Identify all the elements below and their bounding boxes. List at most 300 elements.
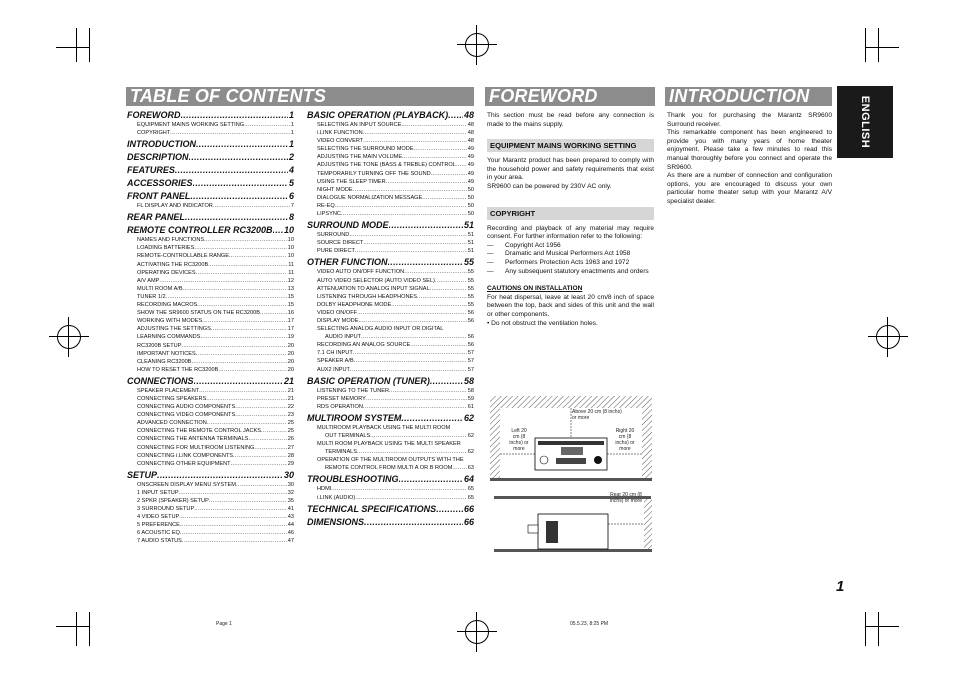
- toc-page-number: 19: [287, 334, 294, 341]
- toc-entry[interactable]: [127, 293, 294, 301]
- toc-entry[interactable]: [127, 350, 294, 358]
- toc-entry[interactable]: [307, 440, 474, 448]
- crop-mark: [89, 612, 90, 646]
- toc-entry-label: DIMENSIONS: [307, 516, 365, 527]
- toc-leader-dots: [350, 366, 467, 374]
- toc-entry[interactable]: [127, 333, 294, 341]
- toc-entry[interactable]: [307, 424, 474, 432]
- toc-entry-label: REMOTE-CONTROLLABLE RANGE: [137, 253, 230, 260]
- toc-entry-label: ADJUSTING THE MAIN VOLUME: [317, 154, 403, 161]
- toc-entry[interactable]: [307, 301, 474, 309]
- toc-leader-dots: [196, 269, 288, 277]
- toc-entry-label: TECHNICAL SPECIFICATIONS: [307, 503, 437, 514]
- toc-leader-dots: [207, 419, 287, 427]
- toc-entry[interactable]: [127, 505, 294, 513]
- toc-page-number: 63: [467, 465, 474, 472]
- toc-entry-label: WORKING WITH MODES: [137, 318, 203, 325]
- toc-entry[interactable]: [127, 317, 294, 325]
- toc-leader-dots: [248, 435, 286, 443]
- toc-entry[interactable]: [127, 309, 294, 317]
- toc-entry[interactable]: [127, 277, 294, 285]
- registration-mark: [57, 325, 81, 349]
- toc-leader-dots: [235, 411, 287, 419]
- toc-page-number: 50: [467, 194, 474, 201]
- toc-page-number: 21: [283, 375, 294, 386]
- act-item: — Copyright Act 1956: [487, 241, 561, 249]
- toc-entry[interactable]: [127, 403, 294, 411]
- toc-entry[interactable]: [307, 494, 474, 502]
- toc-heading-entry[interactable]: [307, 503, 474, 515]
- toc-entry[interactable]: [307, 285, 474, 293]
- toc-leader-dots: [401, 412, 463, 424]
- toc-entry-label: CONNECTING SPEAKERS: [137, 395, 207, 402]
- toc-entry-label: NIGHT MODE: [317, 186, 353, 193]
- toc-leader-dots: [456, 161, 467, 169]
- toc-page-number: 20: [287, 350, 294, 357]
- toc-entry[interactable]: [307, 366, 474, 374]
- toc-page-number: 6: [288, 191, 294, 202]
- toc-page-number: 51: [467, 248, 474, 255]
- toc-entry-label: 6 ACOUSTIC EQ: [137, 530, 180, 537]
- toc-entry[interactable]: [307, 121, 474, 129]
- toc-entry[interactable]: [307, 464, 474, 472]
- toc-entry[interactable]: [307, 341, 474, 349]
- toc-page-number: 15: [287, 302, 294, 309]
- toc-entry-label: LEARNING COMMANDS: [137, 334, 201, 341]
- toc-leader-dots: [366, 395, 467, 403]
- toc-page-number: 11: [288, 269, 294, 276]
- toc-page-number: 44: [287, 522, 294, 529]
- toc-entry[interactable]: [307, 186, 474, 194]
- toc-page-number: 48: [463, 110, 474, 120]
- crop-mark: [865, 47, 899, 48]
- toc-heading-entry[interactable]: [127, 164, 294, 176]
- page-number: 1: [836, 578, 845, 595]
- toc-page-number: 32: [287, 489, 294, 496]
- toc-entry[interactable]: [307, 387, 474, 395]
- act-item: — Performers Protection Acts 1963 and 1972: [487, 258, 630, 266]
- toc-entry[interactable]: [307, 202, 474, 210]
- toc-entry[interactable]: [307, 137, 474, 145]
- toc-entry[interactable]: [307, 395, 474, 403]
- toc-entry[interactable]: [127, 521, 294, 529]
- toc-entry-label: ACCESSORIES: [127, 178, 193, 189]
- toc-entry[interactable]: [307, 247, 474, 255]
- toc-entry[interactable]: [307, 357, 474, 365]
- toc-entry[interactable]: [127, 244, 294, 252]
- toc-page-number: 35: [287, 498, 294, 504]
- intro-paragraph-3: As there are a number of connection and configuration options, you are encouraged to discuss your own particular home theater setup with your Marantz A/V specialist dealer.: [667, 172, 832, 205]
- toc-heading-entry[interactable]: [307, 219, 474, 231]
- toc-leader-dots: [361, 333, 467, 341]
- toc-entry-label: FRONT PANEL: [127, 191, 191, 202]
- toc-page-number: 4: [288, 165, 294, 176]
- toc-page-number: 43: [287, 514, 294, 521]
- toc-page-number: 10: [287, 245, 294, 252]
- intro-paragraph-1: Thank you for purchasing the Marantz SR9600 Surround receiver.: [667, 112, 832, 128]
- toc-leader-dots: [190, 190, 288, 202]
- toc-entry-label: INTRODUCTION: [127, 139, 196, 150]
- toc-entry-label: OUT TERMINALS: [325, 433, 371, 439]
- toc-page-number: 25: [287, 428, 294, 435]
- label-right: Right 20 cm (8 inchs) or more: [615, 428, 635, 452]
- toc-entry[interactable]: [127, 358, 294, 366]
- toc-leader-dots: [364, 516, 463, 528]
- toc-page-number: 21: [287, 387, 294, 394]
- toc-entry-label: DOLBY HEADPHONE MODE: [317, 301, 392, 308]
- toc-leader-dots: [179, 489, 287, 497]
- toc-entry[interactable]: [127, 452, 294, 460]
- toc-page-number: 17: [287, 326, 294, 333]
- toc-leader-dots: [181, 109, 288, 121]
- toc-leader-dots: [389, 387, 467, 395]
- toc-entry-label: i.LINK (AUDIO): [317, 494, 356, 501]
- toc-entry[interactable]: [127, 342, 294, 350]
- toc-entry-label: LOADING BATTERIES: [137, 245, 195, 252]
- crop-mark: [56, 626, 90, 627]
- toc-entry[interactable]: [307, 432, 474, 440]
- toc-entry-label: MULTI ROOM A/B: [137, 285, 183, 292]
- toc-page-number: 17: [287, 318, 294, 325]
- toc-page-number: 50: [467, 186, 474, 193]
- toc-entry-label: SPEAKER A/B: [317, 358, 354, 365]
- toc-page-number: 62: [467, 433, 474, 439]
- toc-leader-dots: [180, 529, 287, 537]
- toc-entry-label: TERMINALS: [325, 449, 358, 456]
- toc-page-number: 23: [287, 412, 294, 419]
- toc-entry[interactable]: [127, 435, 294, 443]
- toc-entry[interactable]: [127, 513, 294, 521]
- toc-heading-entry[interactable]: [127, 375, 294, 387]
- toc-entry-label: MULTIROOM SYSTEM: [307, 412, 402, 423]
- toc-page-number: 66: [463, 516, 474, 527]
- toc-page-number: 30: [287, 481, 294, 488]
- toc-entry-label: DIALOGUE NORMALIZATION MESSAGE: [317, 194, 423, 201]
- toc-entry[interactable]: [127, 529, 294, 537]
- toc-entry-label: USING THE SLEEP TIMER: [317, 178, 386, 185]
- toc-heading-entry[interactable]: [307, 473, 474, 485]
- copyright-heading: COPYRIGHT: [487, 207, 654, 220]
- toc-heading-entry[interactable]: [307, 375, 474, 387]
- toc-leader-dots: [236, 481, 287, 489]
- toc-page-number: 55: [467, 277, 474, 284]
- toc-entry-label: LISTENING TO THE TUNER: [317, 387, 390, 394]
- toc-heading-entry[interactable]: [127, 224, 294, 236]
- toc-page-number: 47: [287, 538, 294, 545]
- foreword-intro: This section must be read before any connection is made to the mains supply.: [487, 112, 654, 128]
- label-rear: Rear 20 cm (8 inchs) or more: [610, 492, 642, 504]
- toc-entry[interactable]: [307, 231, 474, 239]
- toc-entry[interactable]: [307, 153, 474, 161]
- toc-leader-dots: [181, 342, 286, 350]
- toc-leader-dots: [261, 427, 287, 435]
- toc-page-number: 10: [287, 253, 294, 260]
- crop-mark: [56, 47, 90, 48]
- toc-entry[interactable]: [307, 485, 474, 493]
- toc-leader-dots: [170, 129, 290, 137]
- toc-entry[interactable]: [127, 129, 294, 137]
- crop-mark: [878, 28, 879, 62]
- toc-leader-dots: [363, 137, 467, 145]
- toc-entry-label: FEATURES: [127, 165, 175, 176]
- toc-entry-label: VIDEO CONVERT: [317, 138, 364, 145]
- toc-entry-label: SURROUND: [317, 232, 350, 239]
- toc-leader-dots: [363, 129, 467, 137]
- toc-heading-entry[interactable]: [307, 256, 474, 268]
- toc-page-number: 61: [467, 403, 474, 410]
- toc-heading-entry[interactable]: [127, 211, 294, 223]
- toc-page-number: 51: [467, 240, 474, 247]
- toc-leader-dots: [353, 349, 467, 357]
- toc-heading-entry[interactable]: [307, 109, 474, 121]
- toc-heading-entry[interactable]: [127, 151, 294, 163]
- toc-entry-label: OPERATION OF THE MULTIROOM OUTPUTS WITH THE: [317, 457, 464, 464]
- toc-leader-dots: [233, 452, 287, 460]
- toc-entry[interactable]: [127, 325, 294, 333]
- toc-leader-dots: [157, 469, 283, 481]
- toc-leader-dots: [389, 219, 463, 231]
- toc-entry-label: MULTIROOM PLAYBACK USING THE MULTI ROOM: [317, 424, 451, 431]
- toc-entry-label: RECORDING MACROS: [137, 302, 198, 309]
- toc-entry[interactable]: [127, 460, 294, 468]
- toc-page-number: 21: [287, 395, 294, 402]
- toc-entry[interactable]: [127, 444, 294, 452]
- toc-page-number: 51: [463, 220, 474, 231]
- toc-page-number: 20: [287, 342, 294, 349]
- toc-entry[interactable]: [307, 194, 474, 202]
- mains-heading: EQUIPMENT MAINS WORKING SETTING: [487, 139, 654, 152]
- toc-leader-dots: [193, 177, 288, 189]
- registration-mark: [465, 620, 489, 644]
- toc-entry-label: 3 SURROUND SETUP: [137, 506, 195, 513]
- toc-entry[interactable]: [127, 366, 294, 374]
- toc-entry[interactable]: [307, 333, 474, 341]
- toc-entry[interactable]: [307, 448, 474, 456]
- toc-page-number: 48: [467, 138, 474, 145]
- toc-entry-label: EQUIPMENT MAINS WORKING SETTING: [137, 122, 245, 128]
- toc-page-number: 20: [287, 358, 294, 365]
- toc-column-right: [307, 108, 474, 528]
- toc-leader-dots: [404, 268, 467, 276]
- toc-page-number: 13: [287, 285, 294, 292]
- toc-page-number: 20: [287, 366, 294, 373]
- toc-leader-dots: [180, 521, 287, 529]
- toc-leader-dots: [229, 252, 287, 260]
- toc-page-number: 2: [288, 152, 294, 163]
- toc-entry-label: RDS OPERATION: [317, 403, 363, 410]
- toc-leader-dots: [357, 448, 467, 456]
- toc-entry[interactable]: [127, 387, 294, 395]
- crop-mark: [89, 28, 90, 62]
- toc-entry[interactable]: [127, 419, 294, 427]
- toc-heading-entry[interactable]: [127, 190, 294, 202]
- toc-entry[interactable]: [307, 210, 474, 218]
- toc-entry-label: CONNECTING THE REMOTE CONTROL JACKS: [137, 428, 262, 435]
- toc-entry[interactable]: [127, 427, 294, 435]
- toc-page-number: 28: [287, 452, 294, 459]
- toc-leader-dots: [358, 317, 466, 325]
- toc-entry-label: CONNECTING THE ANTENNA TERMINALS: [137, 436, 249, 443]
- toc-leader-dots: [175, 164, 288, 176]
- toc-entry[interactable]: [307, 239, 474, 247]
- toc-entry[interactable]: [127, 537, 294, 545]
- toc-entry-label: SURROUND MODE: [307, 220, 389, 231]
- toc-entry-label: CONNECTING OTHER EQUIPMENT: [137, 460, 231, 467]
- toc-entry[interactable]: [307, 145, 474, 153]
- toc-leader-dots: [213, 202, 290, 210]
- crop-mark: [76, 612, 77, 646]
- toc-page-number: 55: [467, 301, 474, 308]
- toc-leader-dots: [235, 403, 287, 411]
- toc-entry[interactable]: [127, 301, 294, 309]
- toc-leader-dots: [341, 210, 467, 218]
- toc-entry[interactable]: [127, 489, 294, 497]
- toc-entry-label: SHOW THE SR9600 STATUS ON THE RC3200B: [137, 310, 260, 317]
- toc-entry-label: RECORDING AN ANALOG SOURCE: [317, 342, 411, 349]
- toc-entry[interactable]: [307, 349, 474, 357]
- toc-entry-label: REAR PANEL: [127, 212, 185, 223]
- toc-page-number: 22: [287, 404, 294, 411]
- toc-page-number: 11: [288, 261, 294, 268]
- toc-entry[interactable]: [307, 170, 474, 178]
- toc-entry-label: AUTO VIDEO SELECTOR (AUTO VIDEO SEL): [317, 277, 435, 284]
- toc-leader-dots: [414, 145, 467, 153]
- toc-entry-label: SELECTING AN INPUT SOURCE: [317, 122, 402, 128]
- toc-page-number: 1: [288, 139, 294, 150]
- toc-heading-entry[interactable]: [127, 469, 294, 481]
- toc-page-number: 55: [467, 285, 474, 292]
- toc-entry[interactable]: [127, 269, 294, 277]
- toc-leader-dots: [331, 485, 466, 493]
- toc-entry-label: COPYRIGHT: [137, 130, 171, 137]
- toc-page-number: 62: [467, 449, 474, 456]
- toc-page-number: 15: [287, 293, 294, 300]
- toc-entry-label: 2 SPKR (SPEAKER) SETUP: [137, 498, 209, 504]
- toc-entry-label: CONNECTING VIDEO COMPONENTS: [137, 412, 236, 419]
- toc-entry-label: LIPSYNC: [317, 211, 341, 218]
- toc-page-number: 30: [283, 469, 294, 480]
- toc-page-number: 49: [467, 162, 474, 169]
- toc-entry[interactable]: [307, 309, 474, 317]
- toc-page-number: 50: [467, 211, 474, 218]
- crop-mark: [865, 626, 899, 627]
- toc-entry[interactable]: [307, 317, 474, 325]
- toc-page-number: 48: [467, 122, 474, 128]
- mains-text-2: SR9600 can be powered by 230V AC only.: [487, 182, 612, 190]
- toc-leader-dots: [357, 309, 467, 317]
- toc-leader-dots: [159, 277, 286, 285]
- toc-heading-entry[interactable]: [307, 516, 474, 528]
- toc-entry[interactable]: [127, 261, 294, 269]
- toc-leader-dots: [204, 236, 287, 244]
- mains-text: Your Marantz product has been prepared to comply with the household power and safety requirements that exist in your area.: [487, 157, 654, 182]
- toc-entry-label: BASIC OPERATION (PLAYBACK): [307, 110, 449, 120]
- toc-entry[interactable]: [127, 395, 294, 403]
- toc-entry[interactable]: [127, 252, 294, 260]
- toc-entry[interactable]: [307, 293, 474, 301]
- toc-entry-label: 7.1 CH INPUT: [317, 350, 353, 357]
- toc-entry-label: 7 AUDIO STATUS: [137, 538, 182, 545]
- toc-heading-entry[interactable]: [127, 109, 294, 121]
- toc-leader-dots: [354, 357, 467, 365]
- toc-entry[interactable]: [127, 121, 294, 129]
- toc-heading-entry[interactable]: [307, 412, 474, 424]
- toc-page-number: 56: [467, 342, 474, 349]
- toc-leader-dots: [254, 444, 286, 452]
- toc-entry[interactable]: [307, 268, 474, 276]
- toc-entry[interactable]: [127, 202, 294, 210]
- toc-entry[interactable]: [307, 129, 474, 137]
- toc-entry[interactable]: [127, 236, 294, 244]
- toc-leader-dots: [430, 375, 463, 387]
- label-above: Above 20 cm (8 inchs) or more: [572, 409, 622, 421]
- toc-entry[interactable]: [307, 456, 474, 464]
- toc-page-number: 65: [467, 494, 474, 501]
- toc-entry[interactable]: [127, 411, 294, 419]
- toc-leader-dots: [386, 178, 467, 186]
- toc-entry-label: TUNER 1/2: [137, 293, 166, 300]
- toc-leader-dots: [260, 309, 287, 317]
- toc-entry[interactable]: [307, 178, 474, 186]
- toc-page-number: 55: [467, 269, 474, 276]
- toc-entry-label: i.LINK FUNCTION: [317, 130, 363, 137]
- toc-entry-label: MULTI ROOM PLAYBACK USING THE MULTI SPEAKER: [317, 441, 461, 448]
- label-left: Left 20 cm (8 inchs) or more: [509, 428, 529, 452]
- toc-leader-dots: [452, 464, 466, 472]
- toc-leader-dots: [197, 301, 286, 309]
- toc-page-number: 27: [287, 444, 294, 451]
- toc-leader-dots: [422, 194, 467, 202]
- toc-entry-label: BASIC OPERATION (TUNER): [307, 375, 430, 386]
- toc-entry-label: RC3200B SETUP: [137, 342, 182, 349]
- toc-leader-dots: [410, 341, 467, 349]
- act-item: — Dramatic and Musical Performers Act 1958: [487, 250, 631, 258]
- toc-heading-entry[interactable]: [127, 138, 294, 150]
- toc-entry[interactable]: [127, 481, 294, 489]
- toc-entry[interactable]: [127, 497, 294, 505]
- toc-entry[interactable]: [307, 403, 474, 411]
- toc-entry-label: REMOTE CONTROL FROM MULTI A OR B ROOM: [325, 465, 453, 472]
- toc-leader-dots: [355, 247, 467, 255]
- toc-leader-dots: [244, 121, 290, 129]
- toc-entry-label: 4 VIDEO SETUP: [137, 514, 180, 521]
- toc-entry-label: SELECTING ANALOG AUDIO INPUT OR DIGITAL: [317, 326, 444, 333]
- toc-page-number: 49: [467, 146, 474, 153]
- toc-entry[interactable]: [307, 277, 474, 285]
- toc-leader-dots: [355, 494, 467, 502]
- toc-heading-entry[interactable]: [127, 177, 294, 189]
- crop-mark: [865, 612, 866, 646]
- toc-entry-label: TROUBLESHOOTING: [307, 474, 399, 485]
- toc-leader-dots: [370, 432, 467, 440]
- toc-page-number: 10: [283, 225, 294, 236]
- toc-entry[interactable]: [127, 285, 294, 293]
- toc-entry-label: IMPORTANT NOTICES: [137, 350, 196, 357]
- toc-entry-label: AUDIO INPUT: [325, 334, 362, 341]
- toc-leader-dots: [185, 211, 288, 223]
- toc-entry[interactable]: [307, 161, 474, 169]
- toc-leader-dots: [182, 537, 287, 545]
- toc-entry-label: SPEAKER PLACEMENT: [137, 387, 200, 394]
- toc-leader-dots: [273, 224, 283, 236]
- toc-entry-label: VIDEO ON/OFF: [317, 309, 358, 316]
- toc-leader-dots: [349, 231, 466, 239]
- toc-entry[interactable]: [307, 325, 474, 333]
- registration-mark: [465, 33, 489, 57]
- toc-entry-label: TEMPORARILY TURNING OFF THE SOUND: [317, 170, 431, 177]
- toc-entry-label: 5 PREFERENCE: [137, 522, 180, 529]
- toc-page-number: 26: [287, 436, 294, 443]
